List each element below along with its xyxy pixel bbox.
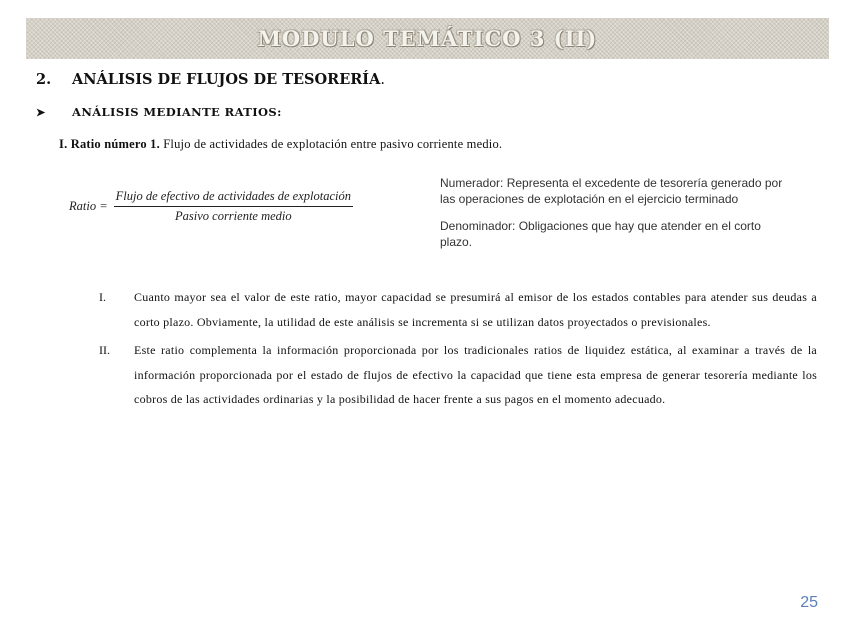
ratio-formula — [69, 189, 353, 224]
title-banner — [26, 18, 829, 59]
interpretation-list — [99, 285, 817, 412]
section-heading — [36, 71, 385, 88]
note-denominador: Denominador: Obligaciones que hay que atender en el corto plazo. — [440, 219, 761, 249]
ratio-name: Ratio número 1. — [70, 137, 160, 151]
ratio-description: Flujo de actividades de explotación entre pasivo corriente medio. — [163, 137, 503, 151]
subsection-heading — [36, 105, 282, 119]
list-item-number: I. — [99, 290, 106, 304]
section-trailing-period: . — [380, 72, 385, 88]
arrow-bullet-icon: ➤ — [36, 106, 46, 119]
ratio-index: I. — [59, 137, 68, 151]
page-number: 25 — [800, 594, 818, 611]
subsection-title: ANÁLISIS MEDIANTE RATIOS: — [72, 105, 282, 119]
section-title: ANÁLISIS DE FLUJOS DE TESORERÍA — [72, 71, 381, 88]
formula-lhs: Ratio = — [69, 199, 108, 213]
note-numerador: Numerador: Representa el excedente de tesorería generado por las operaciones de explotación en el ejercicio terminado — [440, 176, 783, 206]
formula-denominator: Pasivo corriente medio — [175, 209, 292, 223]
formula-numerator: Flujo de efectivo de actividades de explotación — [114, 189, 353, 207]
ratio-definition — [59, 137, 502, 152]
list-item-number: II. — [99, 343, 110, 357]
list-item-text: Este ratio complementa la información proporcionada por los tradicionales ratios de liquidez estática, al examinar a través de la información proporcionada por el estado de flujos de efectivo la capacidad que tiene esta empresa de generar tesorería mediante los cobros de las actividades ordinarias y la posibilidad de hacer frente a sus pagos en el momento adecuado. — [134, 343, 817, 406]
section-number: 2. — [36, 71, 52, 88]
list-item-text: Cuanto mayor sea el valor de este ratio, mayor capacidad se presumirá al emisor de los estados contables para atender sus deudas a corto plazo. Obviamente, la utilidad de este análisis se incrementa si se utilizan datos proyectados o previsionales. — [134, 290, 817, 329]
banner-title: MODULO TEMÁTICO 3 (II) — [257, 26, 598, 51]
list-item — [99, 285, 817, 334]
formula-notes — [440, 176, 795, 262]
list-item — [99, 338, 817, 412]
formula-fraction — [114, 189, 353, 224]
